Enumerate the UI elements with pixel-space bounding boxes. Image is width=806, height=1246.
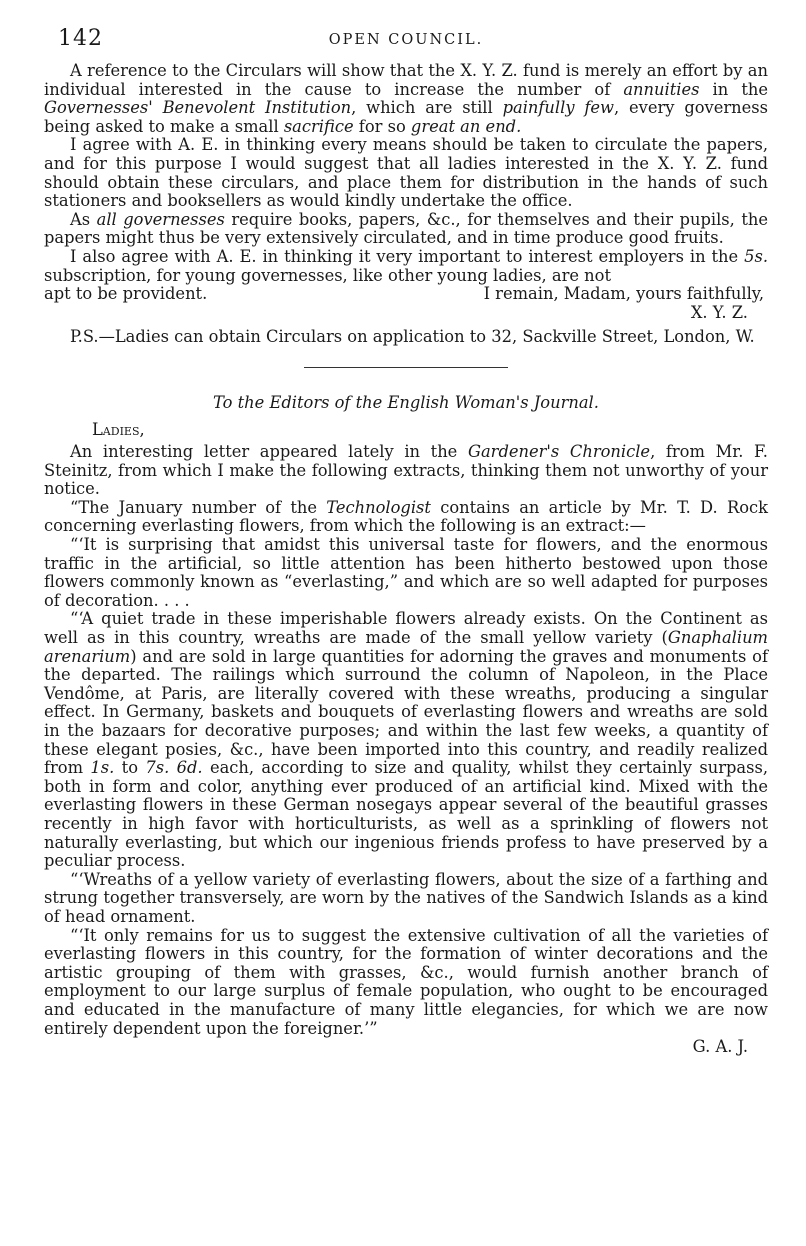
paragraph: A reference to the Circulars will show that the X. Y. Z. fund is merely an effort by an individual interested in the cause to increase the number of annuities in the Governesses' Benevolent Institution, which are still painfully few, every governess being asked to make a small sacrifice for so great an end.	[44, 61, 768, 136]
paragraph: “‘It is surprising that amidst this universal taste for flowers, and the enormous traffic in the artificial, so little attention has been hitherto bestowed upon those flowers commonly known as “everlasting,” and which are so well adapted for purposes of decoration. . . .	[44, 535, 768, 610]
postscript: P.S.—Ladies can obtain Circulars on application to 32, Sackville Street, London, W.	[70, 327, 755, 347]
paragraph: An interesting letter appeared lately in the Gardener's Chronicle, from Mr. F. Steinitz, from which I make the following extracts, thinking them not unworthy of your notice.	[44, 442, 768, 499]
signature: G. A. J.	[692, 1037, 748, 1057]
page-number: 142	[58, 26, 103, 51]
running-head: OPEN COUNCIL.	[328, 32, 484, 48]
page-header	[44, 26, 768, 56]
paragraph: “‘Wreaths of a yellow variety of everlasting flowers, about the size of a farthing and strung together transversely, are worn by the natives of the Sandwich Islands as a kind of head ornament.	[44, 869, 768, 926]
closing-right: I remain, Madam, yours faithfully,	[483, 284, 764, 304]
signature: X. Y. Z.	[690, 302, 748, 322]
paragraph: I also agree with A. E. in thinking it very important to interest employers in the 5s. subscription, for young governesses, like other young ladies, are not	[44, 246, 768, 285]
paragraph: I agree with A. E. in thinking every means should be taken to circulate the papers, and for this purpose I would suggest that all ladies interested in the X. Y. Z. fund should obtain these circulars, and place them for distribution in the hands of such stationers and booksellers as would kindly undertake the office.	[44, 135, 768, 211]
page	[44, 26, 768, 1057]
paragraph: “‘A quiet trade in these imperishable flowers already exists. On the Continent as well as in this country, wreaths are made of the small yellow variety (Gnaphalium arenarium) and are sold in large quantities for adorning the graves and monuments of the departed. The railings which surround the column of Napoleon, in the Place Vendôme, at Paris, are literally covered with these wreaths, producing a singular effect. In Germany, baskets and bouquets of everlasting flowers and wreaths are sold in the bazaars for decorative purposes; and within the last few weeks, a quantity of these elegant posies, &c., have been imported into this country, and readily realized from 1s. to 7s. 6d. each, according to size and quality, whilst they certainly surpass, both in form and color, anything ever produced of an artificial kind. Mixed with the everlasting flowers in these German nosegays appear several of the beautiful grasses recently in high favor with horticulturists, as well as a sprinkling of flowers not naturally everlasting, but which our ingenious friends profess to have preserved by a peculiar process.	[44, 609, 769, 871]
salutation: Ladies,	[92, 419, 145, 439]
closing-left: apt to be provident.	[44, 284, 208, 304]
letter-gaj	[44, 394, 768, 1057]
letter-heading: To the Editors of the English Woman's Journal.	[213, 392, 599, 412]
closing-line	[44, 285, 768, 304]
paragraph: As all governesses require books, papers, &c., for themselves and their pupils, the papers might thus be very extensively circulated, and in time produce good fruits.	[44, 209, 768, 248]
paragraph: “‘It only remains for us to suggest the extensive cultivation of all the varieties of everlasting flowers in this country, for the formation of winter decorations and the artistic grouping of them with grasses, &c., would furnish another branch of employment to our large surplus of female population, who ought to be encouraged and educated in the manufacture of many little elegancies, for which we are now entirely dependent upon the foreigner.’”	[44, 925, 768, 1038]
letter-xyz	[44, 62, 768, 347]
section-divider	[304, 367, 508, 368]
paragraph: “The January number of the Technologist contains an article by Mr. T. D. Rock concerning everlasting flowers, from which the following is an extract:—	[44, 497, 768, 536]
